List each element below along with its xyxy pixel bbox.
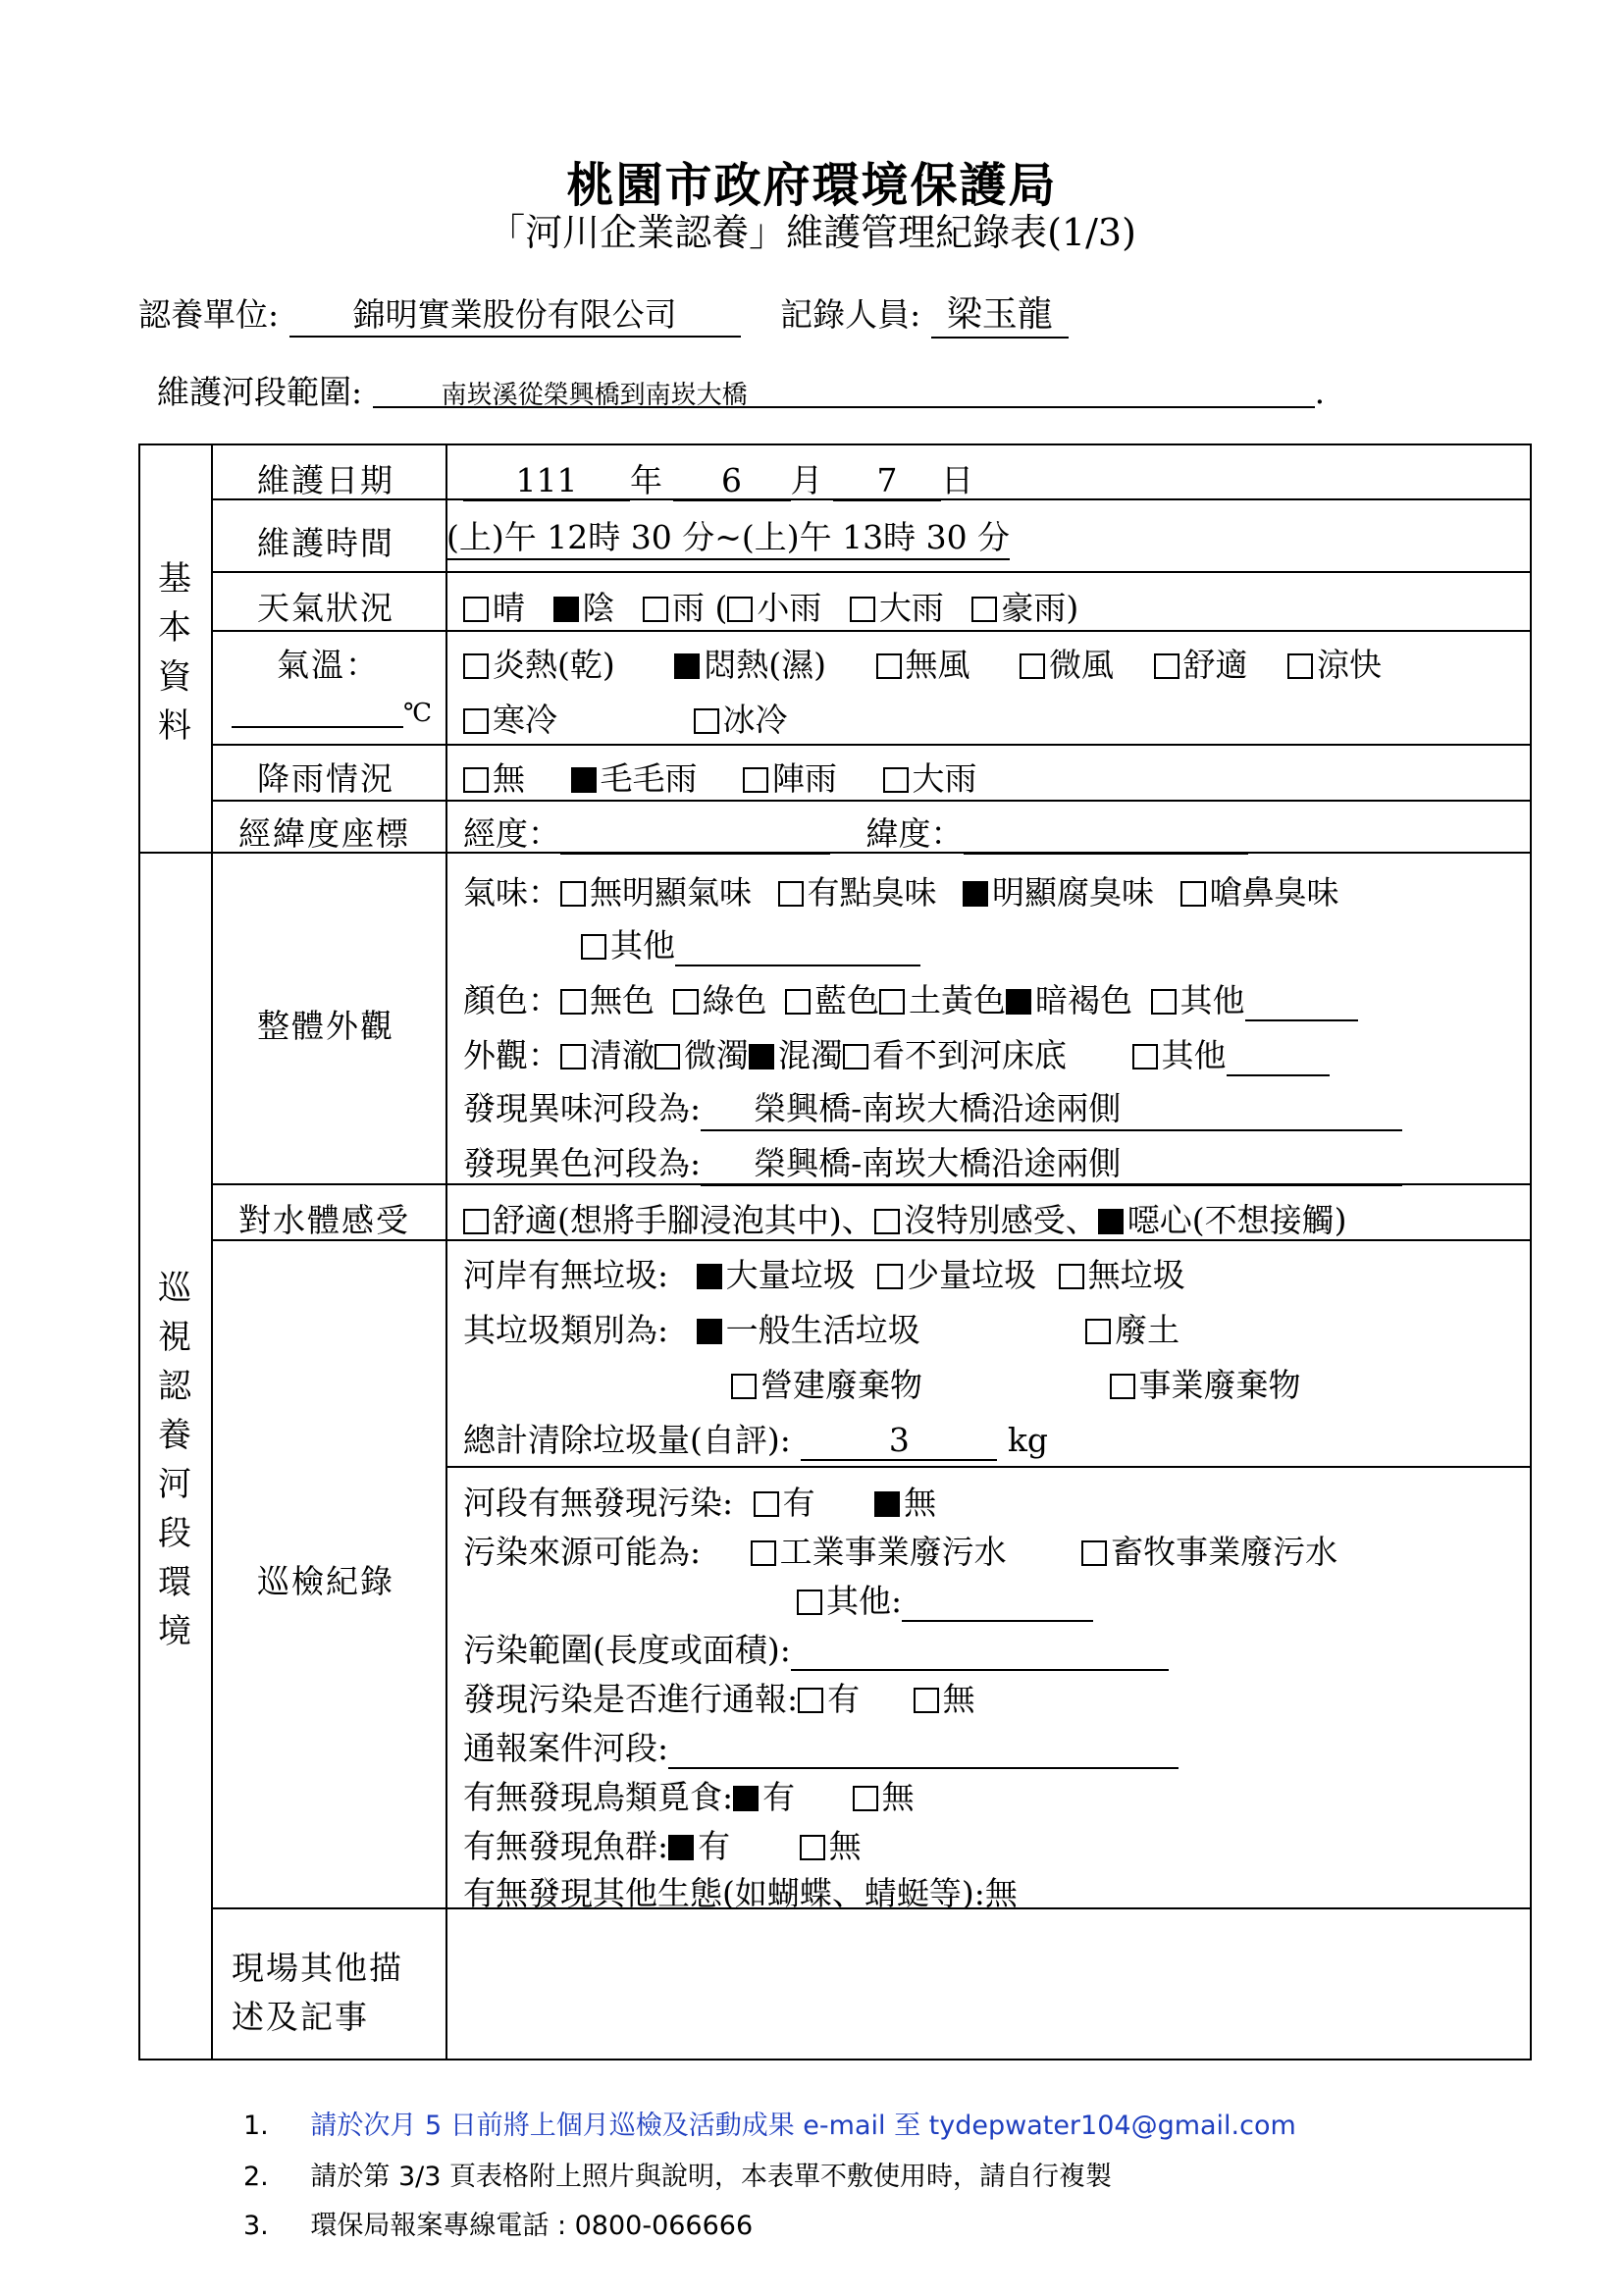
- page-title: 桃園市政府環境保護局: [566, 158, 1058, 213]
- river-range-label: 維護河段範圍:: [157, 373, 363, 411]
- garbage-amount-row: 總計清除垃圾量(自評): 3 kg: [463, 1421, 1048, 1459]
- checkbox-pollution-yes[interactable]: [754, 1491, 779, 1517]
- checkbox-green[interactable]: [673, 989, 699, 1015]
- recorder-value: 梁玉龍: [931, 287, 1069, 339]
- checkbox-report-no[interactable]: [914, 1688, 939, 1713]
- checkbox-cold[interactable]: [463, 708, 489, 734]
- checkbox-fish-yes[interactable]: [668, 1835, 694, 1860]
- date-row: [463, 455, 973, 501]
- smell-other-row: 其他: [581, 920, 920, 966]
- feeling-row: 舒適(想將手腳浸泡其中)、 沒特別感受、 噁心(不想接觸): [463, 1195, 1347, 1241]
- garbage-type-row-2: 營建廢棄物 事業廢棄物: [731, 1360, 1301, 1406]
- day-unit: 日: [941, 461, 973, 499]
- other-notes-label-1: 現場其他描: [232, 1949, 403, 1987]
- checkbox-rain[interactable]: [643, 597, 668, 622]
- checkbox-no-wind[interactable]: [876, 653, 902, 679]
- checkbox-pungent-smell[interactable]: [1180, 881, 1206, 907]
- divider: [211, 571, 1532, 573]
- weather-row: 晴 陰 雨 ( 小雨 大雨 豪雨): [463, 583, 1078, 629]
- other-notes-label-2: 述及記事: [232, 1998, 369, 2036]
- checkbox-comfortable[interactable]: [1154, 653, 1179, 679]
- checkbox-lots-garbage[interactable]: [697, 1264, 722, 1289]
- section-basic-label: 基 本 資 料: [158, 559, 191, 746]
- pollution-row: 河段有無發現污染: 有 無: [463, 1484, 937, 1522]
- look-row: 外觀： 清澈 微濁 混濁 看不到河床底 其他: [463, 1030, 1330, 1076]
- source-row: 污染來源可能為: 工業事業廢污水 畜牧事業廢污水: [463, 1533, 1338, 1571]
- divider: [211, 744, 1532, 746]
- checkbox-look-other[interactable]: [1132, 1044, 1158, 1069]
- adopt-unit-label: 認養單位:: [138, 295, 280, 334]
- overall-look-label: 整體外觀: [257, 1007, 394, 1045]
- checkbox-light-rain[interactable]: [727, 597, 753, 622]
- source-other-row: 其他:: [797, 1576, 1093, 1622]
- weather-label: 天氣狀況: [257, 589, 394, 627]
- divider: [445, 443, 447, 2060]
- pollution-range-row: 污染範圍(長度或面積):: [463, 1625, 1169, 1671]
- checkbox-downpour[interactable]: [883, 767, 909, 793]
- checkbox-turbid[interactable]: [749, 1044, 774, 1069]
- checkbox-sunny[interactable]: [463, 597, 489, 622]
- patrol-record-label: 巡檢紀錄: [257, 1562, 394, 1600]
- checkbox-smell-other[interactable]: [581, 934, 606, 960]
- checkbox-colorless[interactable]: [560, 989, 586, 1015]
- rain-label: 降雨情況: [257, 759, 394, 798]
- color-section-value: 榮興橋-南崁大橋沿途兩側: [701, 1138, 1402, 1186]
- coord-label: 經緯度座標: [238, 814, 410, 853]
- divider: [211, 630, 1532, 632]
- temp-unit: ℃: [403, 699, 433, 728]
- temp-label: 氣溫：: [277, 646, 380, 684]
- latitude-field[interactable]: [964, 825, 1248, 855]
- checkbox-no-riverbed[interactable]: [843, 1044, 868, 1069]
- river-range-row: [157, 367, 1325, 413]
- checkbox-source-other[interactable]: [797, 1590, 822, 1615]
- temp-row-1: 炎熱(乾) 悶熱(濕) 無風 微風 舒適 涼快: [463, 640, 1382, 686]
- divider: [211, 800, 1532, 802]
- checkbox-no-rain[interactable]: [463, 767, 489, 793]
- checkbox-feel-nothing[interactable]: [874, 1209, 900, 1234]
- checkbox-heavy-rain[interactable]: [850, 597, 875, 622]
- checkbox-blue[interactable]: [785, 989, 811, 1015]
- checkbox-freezing[interactable]: [694, 708, 719, 734]
- river-range-value: 南崁溪從榮興橋到南崁大橋: [373, 375, 1315, 408]
- section-patrol-label: 巡 視 認 養 河 段 環 境: [158, 1269, 191, 1651]
- temp-row-2: 寒冷 冰冷: [463, 695, 788, 741]
- adopt-unit-value: 錦明實業股份有限公司: [289, 289, 741, 338]
- pollution-range-field[interactable]: [791, 1642, 1169, 1671]
- checkbox-little-garbage[interactable]: [877, 1264, 903, 1289]
- other-ecology-row: 有無發現其他生態(如蝴蝶、蜻蜓等):無: [463, 1874, 1018, 1912]
- rain-row: 無 毛毛雨 陣雨 大雨: [463, 754, 977, 800]
- smell-other-field[interactable]: [675, 937, 920, 966]
- checkbox-no-smell[interactable]: [560, 881, 586, 907]
- color-other-field[interactable]: [1245, 992, 1358, 1021]
- checkbox-report-yes[interactable]: [798, 1688, 823, 1713]
- color-section-row: 發現異色河段為: 榮興橋-南崁大橋沿途兩側: [463, 1138, 1402, 1186]
- adopt-unit-row: [138, 287, 1069, 339]
- time-text: (上)午 12時 30 分~(上)午 13時 30 分: [446, 512, 1010, 560]
- checkbox-earth-yellow[interactable]: [879, 989, 905, 1015]
- checkbox-pollution-no[interactable]: [874, 1491, 900, 1517]
- garbage-amount-value: 3: [801, 1421, 997, 1461]
- odor-section-row: 發現異味河段為: 榮興橋-南崁大橋沿途兩側: [463, 1083, 1402, 1131]
- time-row: [446, 512, 1010, 560]
- checkbox-no-garbage[interactable]: [1059, 1264, 1084, 1289]
- longitude-field[interactable]: [560, 825, 830, 855]
- divider: [445, 1466, 1532, 1468]
- year-unit: 年: [630, 461, 662, 499]
- date-month: 6: [673, 461, 791, 501]
- checkbox-feel-comfortable[interactable]: [463, 1209, 489, 1234]
- note-3: 3. 環保局報案專線電話 : 0800-066666: [243, 2211, 754, 2241]
- color-row: 顏色： 無色 綠色 藍色 土黃色 暗褐色 其他: [463, 975, 1358, 1021]
- garbage-row: 河岸有無垃圾: 大量垃圾 少量垃圾 無垃圾: [463, 1256, 1185, 1294]
- checkbox-bird-yes[interactable]: [733, 1786, 759, 1811]
- coord-row: [463, 808, 1248, 855]
- date-year: 111: [463, 461, 630, 501]
- report-section-field[interactable]: [668, 1740, 1179, 1769]
- recorder-label: 記錄人員:: [780, 295, 921, 334]
- checkbox-industrial-wastewater[interactable]: [751, 1540, 776, 1566]
- time-label: 維護時間: [257, 524, 394, 562]
- checkbox-cloudy[interactable]: [553, 597, 579, 622]
- fish-row: 有無發現魚群: 有 無: [463, 1827, 862, 1865]
- date-label: 維護日期: [257, 461, 394, 499]
- checkbox-livestock-wastewater[interactable]: [1081, 1540, 1107, 1566]
- source-other-field[interactable]: [902, 1592, 1093, 1622]
- report-row: 發現污染是否進行通報: 有 無: [463, 1680, 975, 1718]
- garbage-amount-unit: kg: [1007, 1421, 1048, 1459]
- smell-row: 氣味： 無明顯氣味 有點臭味 明顯腐臭味 嗆鼻臭味: [463, 873, 1339, 912]
- checkbox-slight-turbid[interactable]: [655, 1044, 680, 1069]
- longitude-label: 經度：: [463, 814, 560, 853]
- divider: [211, 443, 213, 2060]
- checkbox-household-garbage[interactable]: [697, 1319, 722, 1344]
- checkbox-storm[interactable]: [971, 597, 997, 622]
- checkbox-shower[interactable]: [743, 767, 768, 793]
- odor-section-value: 榮興橋-南崁大橋沿途兩側: [701, 1083, 1402, 1131]
- garbage-type-row-1: 其垃圾類別為: 一般生活垃圾 廢土: [463, 1311, 1180, 1349]
- checkbox-industrial-waste[interactable]: [1110, 1374, 1135, 1399]
- note-2: 2. 請於第 3/3 頁表格附上照片與說明，本表單不敷使用時，請自行複製: [243, 2162, 1112, 2192]
- checkbox-slight-smell[interactable]: [778, 881, 804, 907]
- date-day: 7: [833, 461, 941, 501]
- checkbox-cool[interactable]: [1287, 653, 1313, 679]
- temp-field: [232, 699, 432, 728]
- month-unit: 月: [790, 461, 823, 499]
- checkbox-rotten-smell[interactable]: [963, 881, 988, 907]
- report-section-row: 通報案件河段:: [463, 1723, 1179, 1769]
- checkbox-construction-waste[interactable]: [731, 1374, 757, 1399]
- checkbox-fish-no[interactable]: [800, 1835, 825, 1860]
- checkbox-drizzle[interactable]: [571, 767, 597, 793]
- page-subtitle: 「河川企業認養」維護管理紀錄表(1/3): [488, 211, 1136, 254]
- checkbox-hot-dry[interactable]: [463, 653, 489, 679]
- checkbox-waste-soil[interactable]: [1085, 1319, 1111, 1344]
- temp-blank[interactable]: [232, 699, 403, 728]
- look-other-field[interactable]: [1227, 1047, 1330, 1076]
- bird-row: 有無發現鳥類覓食: 有 無: [463, 1778, 915, 1816]
- checkbox-bird-no[interactable]: [853, 1786, 878, 1811]
- checkbox-feel-disgust[interactable]: [1098, 1209, 1124, 1234]
- note-1: 1. 請於次月 5 日前將上個月巡檢及活動成果 e-mail 至 tydepwater104@gmail.com: [243, 2111, 1296, 2141]
- checkbox-color-other[interactable]: [1151, 989, 1177, 1015]
- river-range-end: .: [1314, 373, 1326, 411]
- checkbox-dark-brown[interactable]: [1006, 989, 1031, 1015]
- latitude-label: 緯度：: [865, 814, 964, 853]
- water-feeling-label: 對水體感受: [238, 1201, 410, 1239]
- checkbox-clear[interactable]: [560, 1044, 586, 1069]
- checkbox-hot-humid[interactable]: [674, 653, 700, 679]
- checkbox-breeze[interactable]: [1020, 653, 1045, 679]
